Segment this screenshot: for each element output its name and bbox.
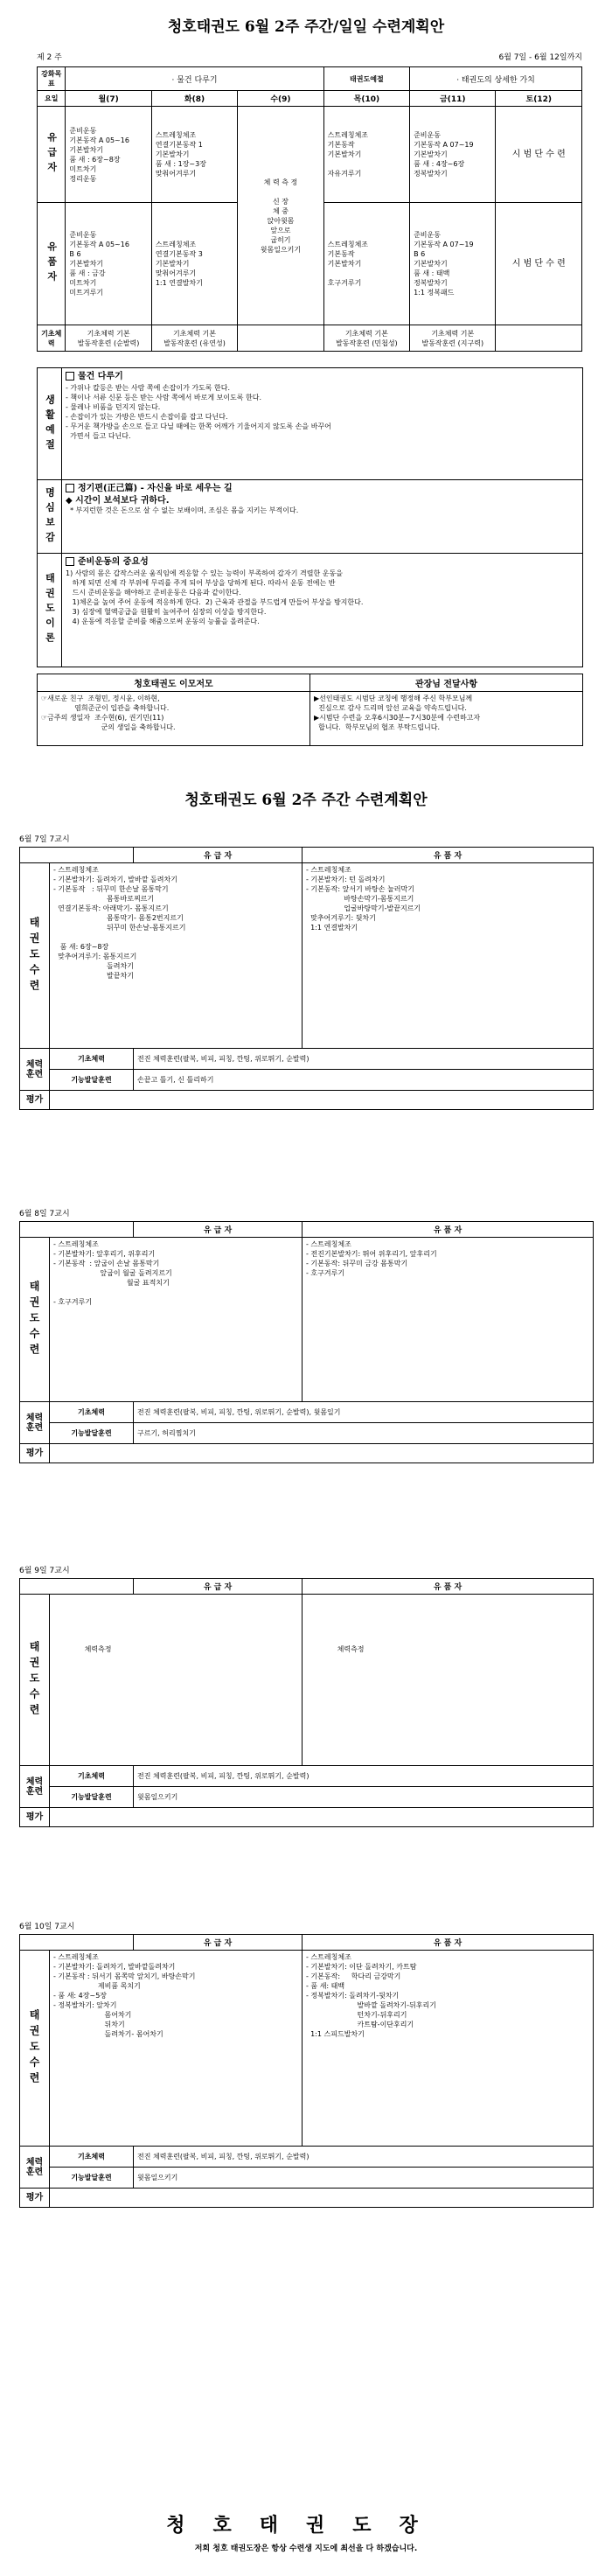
notice-right: ▶선인태권도 시범단 코칭에 행정해 주신 학부모님께 진심으로 감사 드리며 앞선 교육을 약속드립니다. ▶시범단 수련을 오후6시30분~7시30분에 수련하고자 합니다. 학부모님의 협조 부탁드립니다. (310, 692, 583, 746)
section-line: 1) 사람의 몸은 갑작스러운 움직임에 적응할 수 있는 능력이 부족하여 갑자기 격렬한 운동을 (66, 569, 343, 577)
section-label: 명심보감 (38, 480, 62, 554)
day-date: 6월 9일 7교시 (19, 1567, 70, 1575)
day-date: 6월 8일 7교시 (19, 1210, 70, 1218)
skill-training-label: 기능발달훈련 (50, 2168, 134, 2189)
day-header: 금(11) (410, 91, 496, 107)
gup-plan: 체력측정 (50, 1595, 303, 1766)
section-title: 정기편(正己篇) - 자신을 바로 세우는 길 (78, 484, 233, 493)
day-table (19, 847, 594, 1110)
basic-fitness-label: 기초체력 (50, 2147, 134, 2168)
plan-cell: 스트레칭체조 기본동작 기본발차기 자유겨루기 (323, 107, 409, 203)
day-header: 월(7) (66, 91, 151, 107)
weekly-table (37, 66, 582, 352)
col-header-gup: 유 급 자 (134, 1222, 303, 1238)
basic-fitness-text: 전진 체력훈련(팔복, 비피, 피칭, 깐팅, 위로뛰기, 순발력) (134, 1049, 594, 1070)
day-header: 토(12) (496, 91, 582, 107)
checkbox-icon (66, 484, 74, 492)
col-header-poom: 유 품 자 (303, 848, 594, 863)
gup-plan: - 스트레칭체조 - 기본발차기: 돌려차기, 발바깥 돌려차기 - 기본동작 : 뒤꾸미 한손날 몸통막기 몸통바로찌르기 연결기본동작: 아래막기- 몸통지르기 몸통막기- 몸통2번지르기 뒤꾸미 한손날-몸통지르기 품 새: 6장~8장 맞추어겨루기: 몸통지르기 돌려차기 발끝차기 (50, 863, 303, 1049)
poom-plan: - 스트레칭체조 - 전진기본발차기: 뛰어 위후리기, 앞후리기 - 기본동작: 뒤꾸미 금강 몸통막기 - 호구겨루기 (303, 1238, 594, 1402)
basic-fitness-label: 기초체력 (50, 1402, 134, 1423)
col-header-gup: 유 급 자 (134, 1579, 303, 1595)
col-header-gup: 유 급 자 (134, 1935, 303, 1951)
checkbox-icon (66, 557, 74, 566)
side-label: 태권도수련 (20, 1238, 50, 1402)
poom-plan: - 스트레칭체조 - 기본발차기: 턴 돌려차기 - 기본동작: 앞서기 바탕손 눌러막기 바탕손막기-몸통지르기 업굴바탕막기-발끝지르기 맞추어겨루기: 뒷차기 1:1 연결발차기 (303, 863, 594, 1049)
fitness-label: 체력훈련 (20, 1402, 50, 1444)
section-body (62, 480, 583, 554)
education-table (37, 367, 583, 667)
focus-label: 강화목표 (38, 67, 66, 91)
skill-training-label: 기능발달훈련 (50, 1070, 134, 1091)
header-spacer (20, 1935, 134, 1951)
skill-training-text: 구르기, 허리찜치기 (134, 1423, 594, 1444)
day-header: 수(9) (238, 91, 323, 107)
fitness-cell: 기초체력 기본 발동작훈련 (지구력) (410, 325, 496, 352)
section-line: - 책이나 서류 신문 등은 받는 사람 쪽에서 바로게 보이도록 한다. (66, 394, 262, 401)
header-spacer (20, 848, 134, 863)
evaluation-label: 평가 (20, 2189, 50, 2208)
section-line: 가면서 들고 다닌다. (66, 432, 131, 440)
day-table (19, 1934, 594, 2208)
basic-fitness-text: 전진 체력훈련(팔복, 비피, 피칭, 깐팅, 위로뛰기, 순발력), 윗몸일기 (134, 1402, 594, 1423)
side-label: 태권도수련 (20, 1595, 50, 1766)
poom-plan: - 스트레칭체조 - 기본발차기: 이단 돌려차기, 카트탐 - 기본동작: 학다리 금강막기 - 품 새: 태백 - 정복발차기: 돌려차기-뒷차기 발바깥 돌려차기-뒤후리기 턴차기-뒤후리기 카트탐-이단후리기 1:1 스피드발차기 (303, 1951, 594, 2147)
section-line: ◆ 시간이 보석보다 귀하다. (66, 496, 170, 506)
skill-training-text: 손끝고 틀기, 신 틀리하기 (134, 1070, 594, 1091)
plan-cell: 준비운동 기본동작 A 05~16 B 6 기본발차기 품 새 : 금강 미트차기 미트겨루기 (66, 203, 151, 325)
row-label-fitness: 기초체력 (38, 325, 66, 352)
section-line: - 물레나 비품을 던지지 않는다. (66, 403, 161, 411)
section-label: 생활예절 (38, 368, 62, 480)
plan-cell: 준비운동 기본동작 A 07~19 B 6 기본발차기 품 새 : 태백 정복발차기 1:1 정복패드 (410, 203, 496, 325)
section-line: 드시 준비운동을 해야하고 준비운동은 다음과 같이한다. (66, 589, 241, 597)
daily-plan (19, 1564, 593, 1827)
notice-left-title: 청호태권도 이모저모 (38, 674, 310, 692)
section-line: 하게 되면 신체 각 부위에 무리를 주게 되어 부상을 당하게 된다. 따라서 운동 전에는 반 (66, 579, 336, 587)
focus-mid: 태권도예절 (323, 67, 409, 91)
plan-cell: 스트레칭체조 연결기본동작 1 기본발차기 품 새 : 1장~3장 맞춰어겨루기 (151, 107, 237, 203)
evaluation-cell (50, 1444, 594, 1463)
section-line: 4) 운동에 적응할 준비를 해줌으로써 운동의 능률을 올려준다. (66, 618, 260, 625)
day-header: 목(10) (323, 91, 409, 107)
week-number: 제 2 주 (37, 53, 62, 62)
section-title: 준비운동의 중요성 (78, 557, 149, 567)
plan-cell: 준비운동 기본동작 A 05~16 기본발차기 품 새 : 6장~8장 미트차기 정리운동 (66, 107, 151, 203)
section-body (62, 554, 583, 667)
focus-right: · 태권도의 상세한 가치 (410, 67, 582, 91)
skill-training-label: 기능발달훈련 (50, 1787, 134, 1808)
section-line: - 가위나 칼등은 받는 사람 쪽에 손잡이가 가도록 한다. (66, 384, 231, 392)
basic-fitness-text: 전진 체력훈련(팔복, 비피, 피칭, 깐팅, 위로뛰기, 순발력) (134, 2147, 594, 2168)
checkbox-icon (66, 372, 74, 380)
corner-cell: 요일 (38, 91, 66, 107)
day-header: 화(8) (151, 91, 237, 107)
plan-cell: 준비운동 기본동작 A 07~19 기본발차기 품 새 : 4장~6장 정복발차기 (410, 107, 496, 203)
fitness-cell: 기초체력 기본 발동작훈련 (유연성) (151, 325, 237, 352)
date-range: 6월 7일 - 6월 12일까지 (498, 53, 582, 62)
skill-training-label: 기능발달훈련 (50, 1423, 134, 1444)
fitness-label: 체력훈련 (20, 1049, 50, 1091)
fitness-cell: 기초체력 기본 발동작훈련 (민첩성) (323, 325, 409, 352)
section-line: * 부지런한 것은 돈으로 살 수 없는 보배이며, 조심은 몸을 지키는 부적이다. (66, 506, 299, 514)
day-date: 6월 7일 7교시 (19, 835, 70, 844)
daily-plan (19, 1207, 593, 1463)
row-label-poom: 유품자 (38, 203, 66, 325)
focus-left: · 물건 다루기 (66, 67, 323, 91)
basic-fitness-text: 전진 체력훈련(팔복, 비피, 피칭, 깐팅, 위로뛰기, 순발력) (134, 1766, 594, 1787)
fitness-cell (238, 325, 323, 352)
evaluation-label: 평가 (20, 1091, 50, 1110)
header-spacer (20, 1222, 134, 1238)
header-spacer (20, 1579, 134, 1595)
evaluation-label: 평가 (20, 1444, 50, 1463)
plan-cell: 시 범 단 수 련 (496, 203, 582, 325)
evaluation-cell (50, 1091, 594, 1110)
fitness-cell (496, 325, 582, 352)
page-title: 청호태권도 6월 2주 주간/일일 수련계획안 (167, 18, 445, 36)
side-label: 태권도수련 (20, 863, 50, 1049)
skill-training-text: 윗몸일으키기 (134, 1787, 594, 1808)
skill-training-text: 윗몸일으키기 (134, 2168, 594, 2189)
fitness-label: 체력훈련 (20, 1766, 50, 1808)
section-label: 태권도이론 (38, 554, 62, 667)
section-line: - 무거운 책가방을 손으로 들고 다닐 때에는 한쪽 어깨가 기울어지지 않도록 손을 바꾸어 (66, 422, 331, 430)
notice-right-title: 관장님 전달사항 (310, 674, 583, 692)
evaluation-cell (50, 2189, 594, 2208)
plan-cell: 시 범 단 수 련 (496, 107, 582, 203)
day-table (19, 1578, 594, 1827)
gup-plan: - 스트레칭체조 - 기본발차기: 앞후리기, 위후리기 - 기본동작 : 앞굽이 손날 몸통막기 앞굽이 월굴 돌려지르기 월굴 표적치기 - 호구겨루기 (50, 1238, 303, 1402)
fitness-label: 체력훈련 (20, 2147, 50, 2189)
plan-cell: 스트레칭체조 기본동작 기본발차기 호구겨루기 (323, 203, 409, 325)
section-line: 1)체온을 높여 주어 운동에 적응하게 한다. 2) 근육과 관절을 부드럽게 만들어 부상을 방지한다. (66, 598, 364, 606)
section-line: 3) 심장에 혈액공급을 원활히 높여주어 심장의 이상을 방지한다. (66, 608, 267, 616)
basic-fitness-label: 기초체력 (50, 1049, 134, 1070)
basic-fitness-label: 기초체력 (50, 1766, 134, 1787)
evaluation-cell (50, 1808, 594, 1827)
notice-left: ☞새로운 친구 조형민, 정시윤, 이하현, 염희준군이 입관을 축하합니다. ☞금주의 생일자 조수현(6), 권기민(11) 군의 생일을 축하합니다. (38, 692, 310, 746)
notice-table (37, 674, 583, 746)
row-label-gup: 유급자 (38, 107, 66, 203)
gup-plan: - 스트레칭체조 - 기본발차기: 돌려차기, 발바깥돌려차기 - 기본동작 : 뒤서기 몸쪽막 앞치기, 바탕손막기 제비품 목치기 - 품 새: 4장~5장 - 정복발차기: 앞차기 몸어차기 뒤차기 돌려차기- 몸어차기 (50, 1951, 303, 2147)
col-header-poom: 유 품 자 (303, 1579, 594, 1595)
col-header-gup: 유 급 자 (134, 848, 303, 863)
side-label: 태권도수련 (20, 1951, 50, 2147)
daily-plan (19, 1920, 593, 2208)
daily-title: 청호태권도 6월 2주 주간 수련계획안 (184, 792, 428, 809)
wed-fitness-test: 체 력 측 정 신 장 체 중 앉아윗몸 앞으로 굽히기 윗몸일으키기 (238, 107, 323, 325)
poom-plan: 체력측정 (303, 1595, 594, 1766)
daily-plan (19, 833, 593, 1110)
day-date: 6월 10일 7교시 (19, 1923, 75, 1931)
section-line: - 손잡이가 있는 가방은 반드시 손잡이를 잡고 다닌다. (66, 413, 228, 421)
section-title: 물건 다루기 (78, 372, 123, 381)
col-header-poom: 유 품 자 (303, 1222, 594, 1238)
fitness-cell: 기초체력 기본 발동작훈련 (순발력) (66, 325, 151, 352)
evaluation-label: 평가 (20, 1808, 50, 1827)
footer-name: 청호태권도장 (166, 2514, 446, 2537)
col-header-poom: 유 품 자 (303, 1935, 594, 1951)
plan-cell: 스트레칭체조 연결기본동작 3 기본발차기 맞춰어겨루기 1:1 연결발차기 (151, 203, 237, 325)
day-table (19, 1221, 594, 1463)
section-body (62, 368, 583, 480)
footer-motto: 저희 청호 태권도장은 항상 수련생 지도에 최선을 다 하겠습니다. (194, 2545, 418, 2553)
